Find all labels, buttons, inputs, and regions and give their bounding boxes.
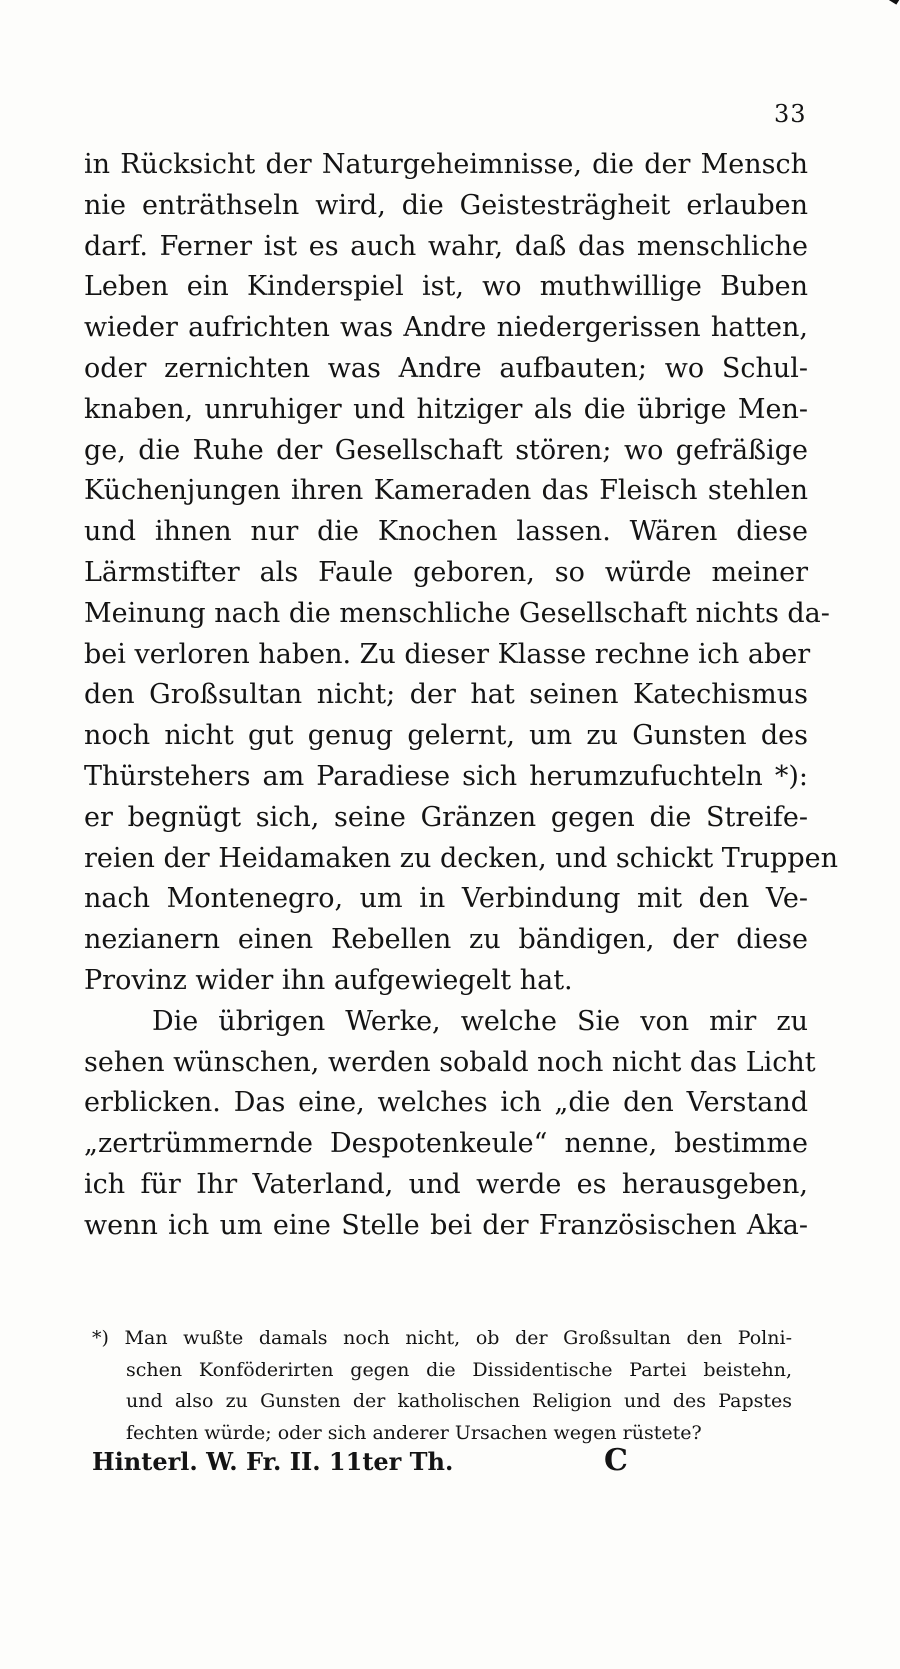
text-line: bei verloren haben. Zu dieser Klasse rechne ich aber — [84, 638, 811, 670]
page-number: 33 — [774, 100, 807, 128]
text-line: oder zernichten was Andre aufbauten; wo Schul- — [84, 352, 808, 384]
scan-corner-mark — [840, 0, 900, 40]
text-line: erblicken. Das eine, welches ich „die den Verstand — [84, 1087, 808, 1119]
text-line: nezianern einen Rebellen zu bändigen, der diese — [84, 924, 808, 956]
text-line: ich für Ihr Vaterland, und werde es herausgeben, — [84, 1168, 808, 1200]
text-line: in Rücksicht der Naturgeheimnisse, die der Mensch — [84, 149, 808, 180]
text-line: nach Montenegro, um in Verbindung mit den Ve- — [84, 883, 808, 915]
text-line: nie enträthseln wird, die Geistesträgheit erlauben — [84, 189, 808, 221]
body-text — [84, 145, 839, 1247]
text-line: Lärmstifter als Faule geboren, so würde meiner — [84, 556, 808, 588]
text-line: reien der Heidamaken zu decken, und schickt Truppen — [84, 842, 839, 874]
footnote-line: und also zu Gunsten der katholischen Religion und des Papstes — [126, 1390, 792, 1412]
text-line: knaben, unruhiger und hitziger als die übrige Men- — [84, 393, 808, 425]
text-line: Leben ein Kinderspiel ist, wo muthwillige Buben — [84, 271, 808, 303]
printer-signature-line — [92, 1443, 812, 1483]
signature-mark: C — [604, 1443, 628, 1478]
text-line: und ihnen nur die Knochen lassen. Wären diese — [84, 516, 808, 548]
paragraph-end-line: Provinz wider ihn aufgewiegelt hat. — [84, 964, 573, 996]
footnote-line: schen Konföderirten gegen die Dissidentische Partei beistehn, — [126, 1358, 792, 1381]
text-line: Thürstehers am Paradiese sich herumzufuchteln *): — [84, 760, 808, 792]
footnote — [92, 1323, 792, 1449]
printer-signature: Hinterl. W. Fr. II. 11ter Th. — [92, 1447, 454, 1476]
text-line: Küchenjungen ihren Kameraden das Fleisch stehlen — [84, 475, 808, 507]
text-line: wieder aufrichten was Andre niedergerissen hatten, — [84, 312, 808, 344]
text-line: darf. Ferner ist es auch wahr, daß das menschliche — [84, 230, 808, 262]
paragraph-start-line: Die übrigen Werke, welche Sie von mir zu — [152, 1005, 808, 1037]
text-line: ge, die Ruhe der Gesellschaft stören; wo gefräßige — [84, 434, 808, 466]
text-line: wenn ich um eine Stelle bei der Französischen Aka- — [84, 1209, 808, 1241]
text-line: sehen wünschen, werden sobald noch nicht das Licht — [84, 1046, 816, 1078]
footnote-line: *) Man wußte damals noch nicht, ob der Großsultan den Polni- — [92, 1327, 792, 1349]
footnote-line: fechten würde; oder sich anderer Ursachen wegen rüstete? — [126, 1421, 702, 1444]
text-line: noch nicht gut genug gelernt, um zu Gunsten des — [84, 720, 808, 752]
text-line: den Großsultan nicht; der hat seinen Katechismus — [84, 679, 808, 711]
text-line: Meinung nach die menschliche Gesellschaft nichts da- — [84, 597, 830, 629]
text-line: „zertrümmernde Despotenkeule“ nenne, bestimme — [84, 1128, 808, 1160]
text-line: er begnügt sich, seine Gränzen gegen die Streife- — [84, 801, 808, 833]
